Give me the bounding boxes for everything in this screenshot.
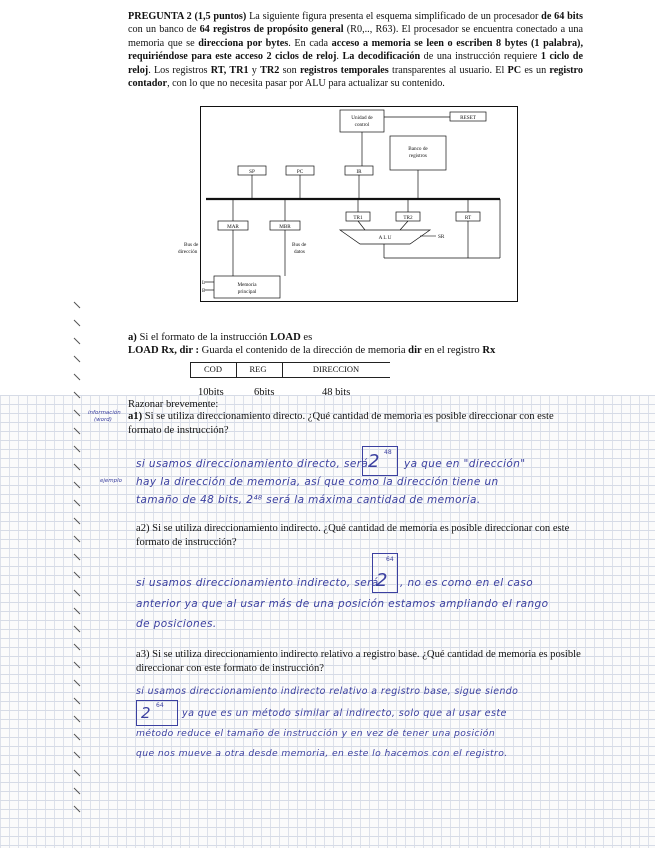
format-field-reg: REG [249, 364, 267, 374]
pc-label: PC [296, 169, 304, 175]
intro-text: son [279, 64, 300, 76]
bits-reg: 6bits [254, 387, 275, 398]
tr2-label: TR2 [403, 215, 413, 221]
bits-direccion: 48 bits [322, 387, 351, 398]
memory-label-1: Memoria [237, 282, 257, 288]
answer-a2-exp: 64 [386, 556, 394, 563]
margin-note-1: información [88, 410, 121, 416]
reg-bank-label-1: Banco de [408, 146, 428, 152]
data-bus-label-2: datos [294, 249, 305, 255]
intro-text: . [336, 51, 343, 63]
mar-label: MAR [227, 224, 239, 230]
intro-bold: acceso a memoria se leen o escriben 8 bytes (1 palabra), requiriéndose para este acceso 2 ciclos de reloj [128, 37, 583, 63]
mbr-label: MBR [279, 224, 291, 230]
question-a2: a2) Si se utiliza direccionamiento indirecto. ¿Qué cantidad de memoria es posible direccionar con este formato de instrucción? [136, 523, 570, 548]
answer-a1-line3: tamaño de 48 bits, 2⁴⁸ será la máxima cantidad de memoria. [136, 494, 481, 506]
load-definition [128, 344, 495, 358]
intro-text: transparentes al usuario. El [388, 64, 508, 76]
answer-a2-line1b: , no es como en el caso [400, 577, 534, 589]
alu-label: A L U [378, 235, 392, 241]
control-unit-label-1: Unidad de [351, 115, 373, 121]
reset-label: RESET [460, 115, 476, 121]
intro-bold: de 64 bits [541, 11, 583, 22]
answer-a3-line3: método reduce el tamaño de instrucción y en vez de tener una posición [136, 728, 496, 739]
data-bus-label-1: Bus de [292, 242, 307, 248]
format-field-cod: COD [204, 364, 222, 374]
intro-bold: La decodificación [342, 51, 421, 63]
addr-bus-label-2: dirección [178, 249, 198, 255]
reason-heading: Razonar brevemente: [128, 399, 219, 410]
answer-a2-line3: de posiciones. [136, 618, 217, 630]
load-dir: dir [408, 345, 422, 356]
l-signal-label: L [202, 280, 206, 286]
load-desc: Guarda el contenido de la dirección de memoria [199, 345, 409, 356]
intro-text: La siguiente figura presenta el esquema simplificado de un procesador [246, 11, 542, 22]
question-a3: a3) Si se utiliza direccionamiento indirecto relativo a registro base. ¿Qué cantidad de memoria es posible direccionar con este formato de instrucción? [136, 649, 581, 674]
answer-a3-line1: si usamos direccionamiento indirecto relativo a registro base, sigue siendo [136, 686, 519, 697]
memory-label-2: principal [237, 289, 257, 295]
tr1-label: TR1 [353, 215, 363, 221]
answer-a2-line2: anterior ya que al usar más de una posición estamos ampliando el rango [136, 598, 549, 610]
margin-note-3: ejemplo [100, 478, 123, 484]
load-rx: Rx [482, 345, 496, 356]
qa-load: LOAD [270, 332, 301, 343]
answer-a3-exp: 64 [156, 702, 164, 709]
intro-bold: 64 registros de propósito general [199, 24, 344, 36]
intro-bold: TR2 [260, 64, 280, 76]
question-heading: PREGUNTA 2 (1,5 puntos) [128, 11, 247, 22]
question-a1 [128, 410, 588, 437]
bits-cod: 10bits [198, 387, 224, 398]
processor-diagram [178, 106, 518, 302]
reg-bank-label-2: registros [409, 153, 427, 159]
intro-bold: PC [507, 64, 522, 76]
intro-paragraph [128, 10, 583, 90]
intro-text: . Los registros [148, 64, 211, 76]
intro-text: , con lo que no necesita pasar por ALU para actualizar su contenido. [167, 78, 445, 90]
intro-bold: RT, TR1 [210, 64, 249, 76]
intro-text: y [248, 64, 261, 76]
binder-holes [44, 292, 84, 832]
intro-text: es un [521, 64, 550, 76]
e-signal-label: E [202, 288, 206, 294]
intro-text: (R0,.., R63). El procesador se encuentra conectado a una memoria que se [128, 24, 583, 49]
sr-label: SR [438, 234, 445, 240]
load-desc: en el registro [421, 345, 483, 356]
rt-label: RT [464, 215, 472, 221]
question-a [128, 331, 312, 345]
qa-label: a) [128, 332, 140, 343]
answer-a2-line1a: si usamos direccionamiento indirecto, será [136, 577, 379, 589]
answer-a2-base: 2 [376, 570, 388, 591]
intro-bold: direcciona por bytes [198, 37, 289, 49]
control-unit-box [340, 110, 384, 132]
intro-bold: 1 ciclo de reloj [128, 51, 583, 76]
intro-bold: registros temporales [299, 64, 389, 76]
qa1-text: Si se utiliza direccionamiento directo. ¿Qué cantidad de memoria es posible direccionar con este formato de instrucción? [128, 411, 554, 436]
answer-a1-line1b: ya que en "dirección" [404, 458, 526, 470]
qa1-label: a1) [128, 411, 143, 422]
control-unit-label-2: control [354, 122, 370, 128]
format-field-direccion: DIRECCION [312, 364, 360, 374]
answer-a1-line2: hay la dirección de memoria, así que como la dirección tiene un [136, 476, 499, 488]
load-syntax: LOAD Rx, dir : [128, 345, 200, 356]
answer-a3-line4: que nos mueve a otra desde memoria, en este lo hacemos con el registro. [136, 748, 508, 759]
addr-bus-label-1: Bus de [184, 242, 199, 248]
answer-a1-exp: 48 [384, 449, 392, 456]
answer-a3-base: 2 [141, 704, 151, 722]
instruction-format [190, 362, 390, 378]
margin-note-2: (word) [94, 417, 112, 423]
ir-label: IR [356, 169, 362, 175]
intro-text: de una instrucción requiere [420, 51, 541, 63]
intro-text: . En cada [288, 37, 332, 49]
qa-text: Si el formato de la instrucción [139, 332, 271, 343]
answer-a1-line1a: si usamos direccionamiento directo, será [136, 458, 369, 470]
qa-text: es [300, 332, 313, 343]
answer-a3-line2: ya que es un método similar al indirecto, solo que al usar este [182, 708, 507, 719]
sp-label: SP [249, 169, 255, 175]
intro-bold: registro contador [128, 64, 583, 90]
answer-a1-base: 2 [368, 451, 380, 472]
intro-text: con un banco de [128, 24, 200, 36]
